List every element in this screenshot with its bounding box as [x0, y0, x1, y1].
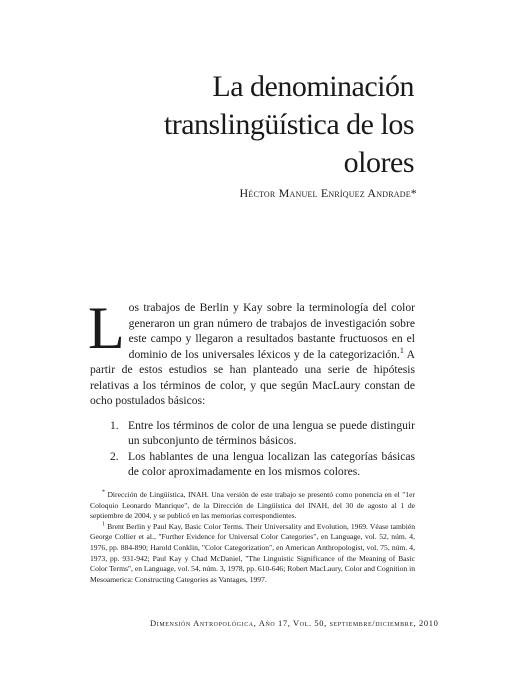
drop-cap: L — [88, 295, 125, 361]
list-item — [110, 449, 415, 480]
postulates-list — [110, 418, 415, 479]
author-line — [240, 186, 418, 201]
footnote — [90, 490, 415, 522]
author-name: Héctor Manuel Enríquez Andrade — [239, 186, 411, 200]
intro-paragraph-text: os trabajos de Berlin y Kay sobre la terminología del color generaron un gran número de trabajos de investigación sobre este campo y llegaron a resultados bastante fructuosos en el dominio de los universales léxicos y de la categorización. — [128, 301, 415, 361]
title-line-3: olores — [343, 146, 414, 179]
footnotes — [90, 490, 415, 585]
body-text — [88, 295, 415, 409]
author-footnote-mark: * — [410, 186, 417, 200]
title-line-2: translingüística de los — [163, 108, 414, 141]
list-number: 2. — [110, 449, 119, 463]
footnote — [90, 522, 415, 586]
intro-paragraph-cont: A partir de estos estudios se han planteado una serie de hipótesis relativas a los términos de color, y que según MacLaury constan de ocho postulados básicos: — [90, 347, 415, 407]
footnote-mark: 1 — [102, 521, 105, 528]
list-text: Entre los términos de color de una lengua se puede distinguir un subconjunto de términos básicos. — [128, 419, 415, 448]
running-footer: Dimensión Antropológica, Año 17, Vol. 50, septiembre/diciembre, 2010 — [150, 618, 439, 628]
footnote-text: Dirección de Lingüística, INAH. Una versión de este trabajo se presentó como ponencia en el "1er Coloquio Leonardo Manrique", de la Dirección de Lingüística del INAH, del 30 de agosto al 1 de septiembre de 2004, y se publicó en las memorias correspondientes. — [90, 490, 415, 521]
title-line-1: La denominación — [212, 70, 414, 103]
list-number: 1. — [110, 419, 119, 432]
footnote-text: Brent Berlin y Paul Kay, Basic Color Terms. Their Universality and Evolution, 1969. Véase también George Collier et al., "Further Evidence for Universal Color Categories", en Language, vol. 52, núm. 4, 1976, pp. 884-890; Harold Conklin, "Color Categorization", en American Anthropologist, vol. 75, núm. 4, 1973, pp. 931-942; Paul Kay y Chad McDaniel, "The Linguistic Significance of the Meaning of Basic Color Terms", en Language, vol. 54, núm. 3, 1978, pp. 610-646; Robert MacLaury, Color and Cognition in Mesoamerica: Constructing Categories as Vantages, 1997. — [90, 521, 415, 584]
footnote-ref-1: 1 — [399, 345, 404, 355]
list-text: Los hablantes de una lengua localizan las categorías básicas de color aproximadamente en los mismos colores. — [128, 449, 415, 478]
intro-paragraph — [88, 295, 415, 409]
list-item — [110, 418, 415, 449]
article-title — [114, 68, 414, 182]
footnote-mark: * — [102, 489, 105, 496]
